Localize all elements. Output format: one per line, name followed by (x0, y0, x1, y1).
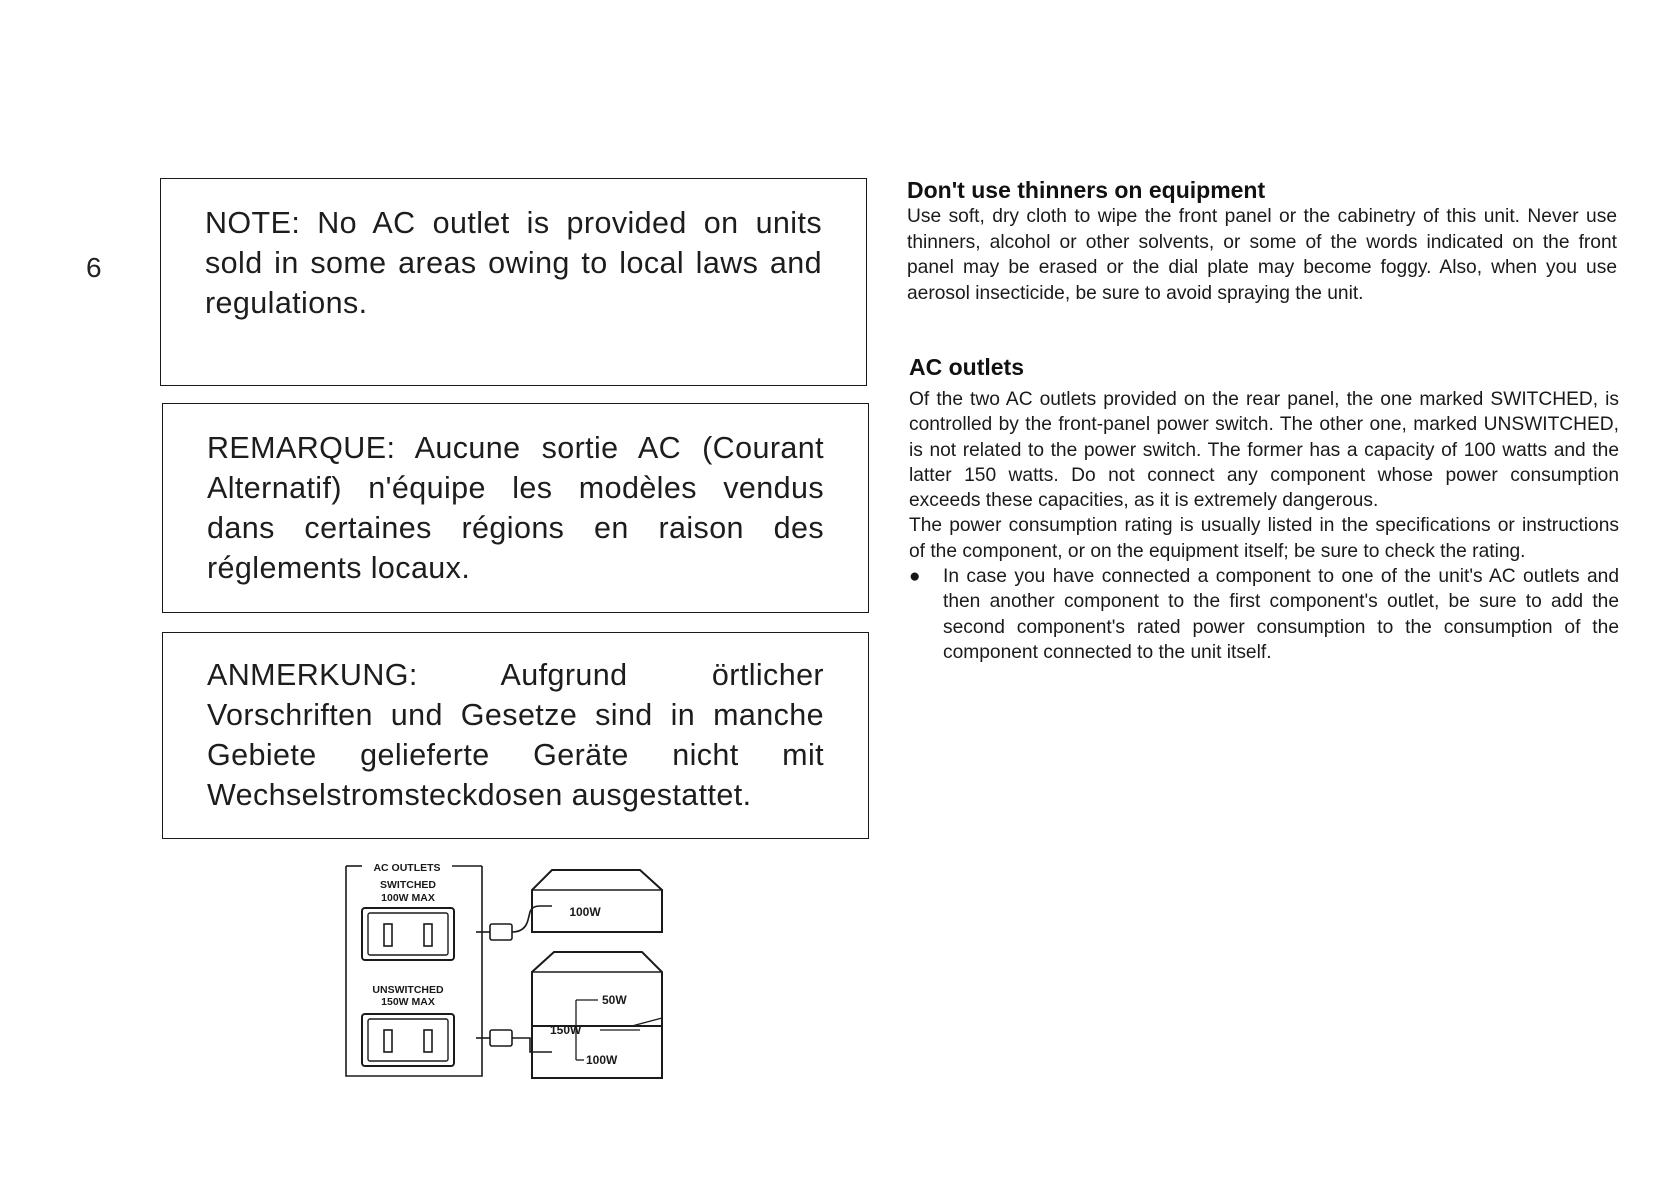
note-box-french (162, 403, 869, 613)
note-box-english (160, 178, 867, 386)
bottom-component-stack-icon (532, 952, 662, 1078)
ac-outlets-diagram (340, 850, 700, 1090)
outlet-panel (346, 862, 482, 1076)
page-number: 6 (86, 252, 102, 283)
switched-label: SWITCHED (380, 879, 436, 891)
unswitched-max: 150W MAX (381, 996, 435, 1008)
ac-outlets-heading: AC outlets (909, 354, 1024, 380)
bullet-dot-icon: ● (909, 566, 921, 588)
top-component-wattage: 100W (569, 905, 601, 919)
unswitched-label: UNSWITCHED (372, 984, 444, 996)
thinners-heading: Don't use thinners on equipment (907, 177, 1266, 203)
thinners-body: Use soft, dry cloth to wipe the front panel or the cabinetry of this unit. Never use thinners, alcohol or other solvents, or some of the words indicated on the front panel may be erased or the dial plate may become foggy. Also, when you use aerosol insecticide, be sure to avoid spraying the unit. (907, 206, 1617, 304)
switched-socket-icon (362, 908, 454, 960)
bottom-total-wattage: 150W (550, 1023, 582, 1037)
bottom-lower-wattage: 100W (586, 1053, 618, 1067)
bottom-upper-wattage: 50W (602, 993, 627, 1007)
ac-outlets-bullet (909, 564, 1619, 665)
unswitched-socket-icon (362, 1014, 454, 1066)
note-text-german: ANMERKUNG: Aufgrund örtlicher Vorschriften und Gesetze sind in manche Gebiete gelieferte Geräte nicht mit Wechselstromsteckdosen ausgestattet. (207, 658, 824, 812)
plug-bottom-icon (476, 1030, 552, 1052)
plug-top-icon (476, 906, 552, 940)
note-box-german (162, 632, 869, 839)
note-text-french: REMARQUE: Aucune sortie AC (Courant Alternatif) n'équipe les modèles vendus dans certaines régions en raison des réglements locaux. (207, 431, 824, 585)
note-text-english: NOTE: No AC outlet is provided on units sold in some areas owing to local laws and regulations. (205, 206, 822, 320)
ac-outlets-paragraph-1: Of the two AC outlets provided on the rear panel, the one marked SWITCHED, is controlled by the front-panel power switch. The other one, marked UNSWITCHED, is not related to the power switch. The former has a capacity of 100 watts and the latter 150 watts. Do not connect any component whose power consumption exceeds these capacities, as it is extremely dangerous. (909, 389, 1619, 512)
panel-title: AC OUTLETS (373, 862, 441, 874)
section-thinners (907, 176, 1617, 306)
section-ac-outlets (909, 353, 1619, 665)
top-component-icon (532, 870, 662, 932)
ac-outlets-paragraph-2: The power consumption rating is usually listed in the specifications or instructions of the component, or on the equipment itself; be sure to check the rating. (909, 515, 1619, 562)
ac-outlets-bullet-text: In case you have connected a component to one of the unit's AC outlets and then another component to the first component's outlet, be sure to add the second component's rated power consumption to the consumption of the component connected to the unit itself. (943, 566, 1619, 663)
switched-max: 100W MAX (381, 892, 435, 904)
